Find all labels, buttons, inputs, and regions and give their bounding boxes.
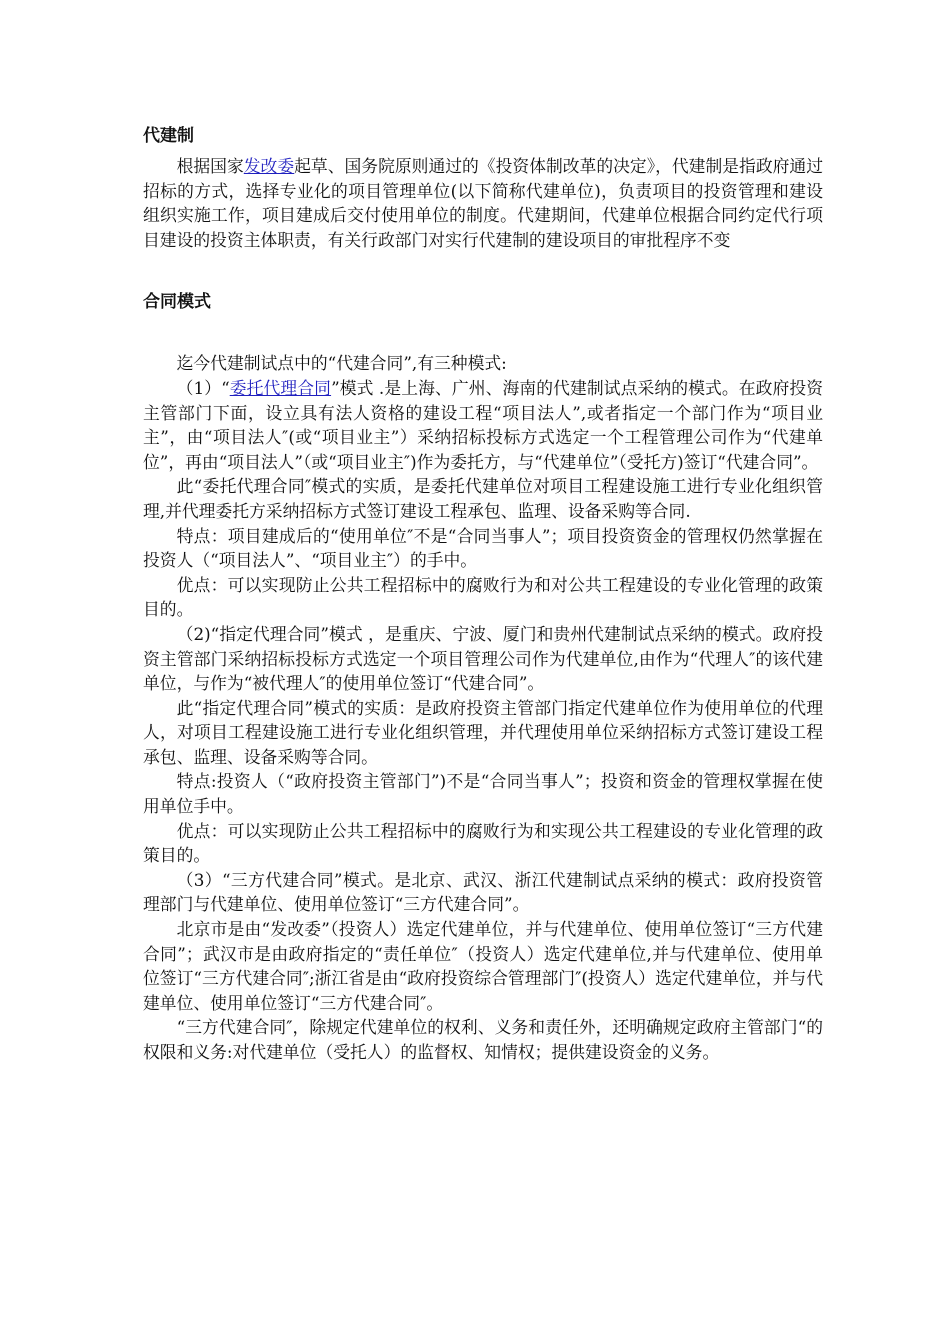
text-before-link: 根据国家 xyxy=(176,156,244,176)
document-page xyxy=(143,124,823,1065)
paragraph-mode1 xyxy=(143,376,823,474)
paragraph-mode1-advantage: 优点：可以实现防止公共工程招标中的腐败行为和对公共工程建设的专业化管理的政策目的。 xyxy=(143,574,823,620)
paragraph-mode1-essence: 此“委托代理合同″模式的实质，是委托代建单位对项目工程建设施工进行专业化组织管理,并代理委托方采纳招标方式签订建设工程承包、监理、设备采购等合同. xyxy=(143,476,823,521)
paragraph-mode2-feature: 特点:投资人（“政府投资主管部门”)不是“合同当事人”；投资和资金的管理权掌握在使用单位手中。 xyxy=(143,771,823,817)
paragraph-mode3: （3）“三方代建合同”模式。是北京、武汉、浙江代建制试点采纳的模式：政府投资管理部门与代建单位、使用单位签订“三方代建合同”。 xyxy=(143,869,823,915)
link-fagaiwei[interactable]: 发改委 xyxy=(243,156,295,176)
paragraph-mode3-detail: 北京市是由“发改委”（投资人）选定代建单位，并与代建单位、使用单位签订“三方代建合同”；武汉市是由政府指定的“责任单位″（投资人）选定代建单位,并与代建单位、使用单位签订“三方代建合同″;浙江省是由“政府投资综合管理部门″(投资人）选定代建单位，并与代建单位、使用单位签订“三方代建合同″。 xyxy=(143,919,823,1013)
section-heading-contract-modes: 合同模式 xyxy=(143,292,211,313)
text-mode1-after: ”模式 .是上海、广州、海南的代建制试点采纳的模式。在政府投资主管部门下面，设立具有法人资格的建设工程“项目法人”,或者指定一个部门作为“项目业主”，由“项目法人″(或“项目业主”）采纳招标投标方式选定一个工程管理公司作为“代建单位”，再由“项目法人”（或“项目业主″)作为委托方，与“代建单位”（受托方)签订“代建合同”。 xyxy=(143,377,823,472)
text-after-link: 起草、国务院原则通过的《投资体制改革的决定》，代建制是指政府通过招标的方式，选择专业化的项目管理单位(以下简称代建单位)，负责项目的投资管理和建设组织实施工作，项目建成后交付使用单位的制度。代建期间，代建单位根据合同约定代行项目建设的投资主体职责，有关行政部门对实行代建制的建设项目的审批程序不变 xyxy=(143,156,823,250)
paragraph-mode1-feature: 特点：项目建成后的“使用单位″不是“合同当事人”；项目投资资金的管理权仍然掌握在投资人（“项目法人”、“项目业主″）的手中。 xyxy=(143,525,823,571)
paragraph-definition xyxy=(143,154,823,252)
paragraph-mode2: （2)“指定代理合同”模式 ，是重庆、宁波、厦门和贵州代建制试点采纳的模式。政府投资主管部门采纳招标投标方式选定一个项目管理公司作为代建单位,由作为“代理人″的该代建单位，与作为“被代理人″的使用单位签订“代建合同”。 xyxy=(143,623,823,694)
paragraph-mode2-advantage: 优点：可以实现防止公共工程招标中的腐败行为和实现公共工程建设的专业化管理的政策目的。 xyxy=(143,820,823,866)
link-entrusted-agency-contract[interactable]: 委托代理合同 xyxy=(229,377,332,398)
paragraph-mode3-obligations: “三方代建合同″，除规定代建单位的权利、义务和责任外，还明确规定政府主管部门“的权限和义务:对代建单位（受托人）的监督权、知情权；提供建设资金的义务。 xyxy=(143,1017,823,1062)
text-mode1-before: （1）“ xyxy=(176,377,230,398)
section-heading-daijianzhi: 代建制 xyxy=(143,126,194,146)
paragraph-intro: 迄今代建制试点中的“代建合同”,有三种模式: xyxy=(176,353,507,374)
paragraph-mode2-essence: 此“指定代理合同”模式的实质：是政府投资主管部门指定代建单位作为使用单位的代理人，对项目工程建设施工进行专业化组织管理，并代理使用单位采纳招标方式签订建设工程承包、监理、设备采购等合同。 xyxy=(143,697,823,767)
